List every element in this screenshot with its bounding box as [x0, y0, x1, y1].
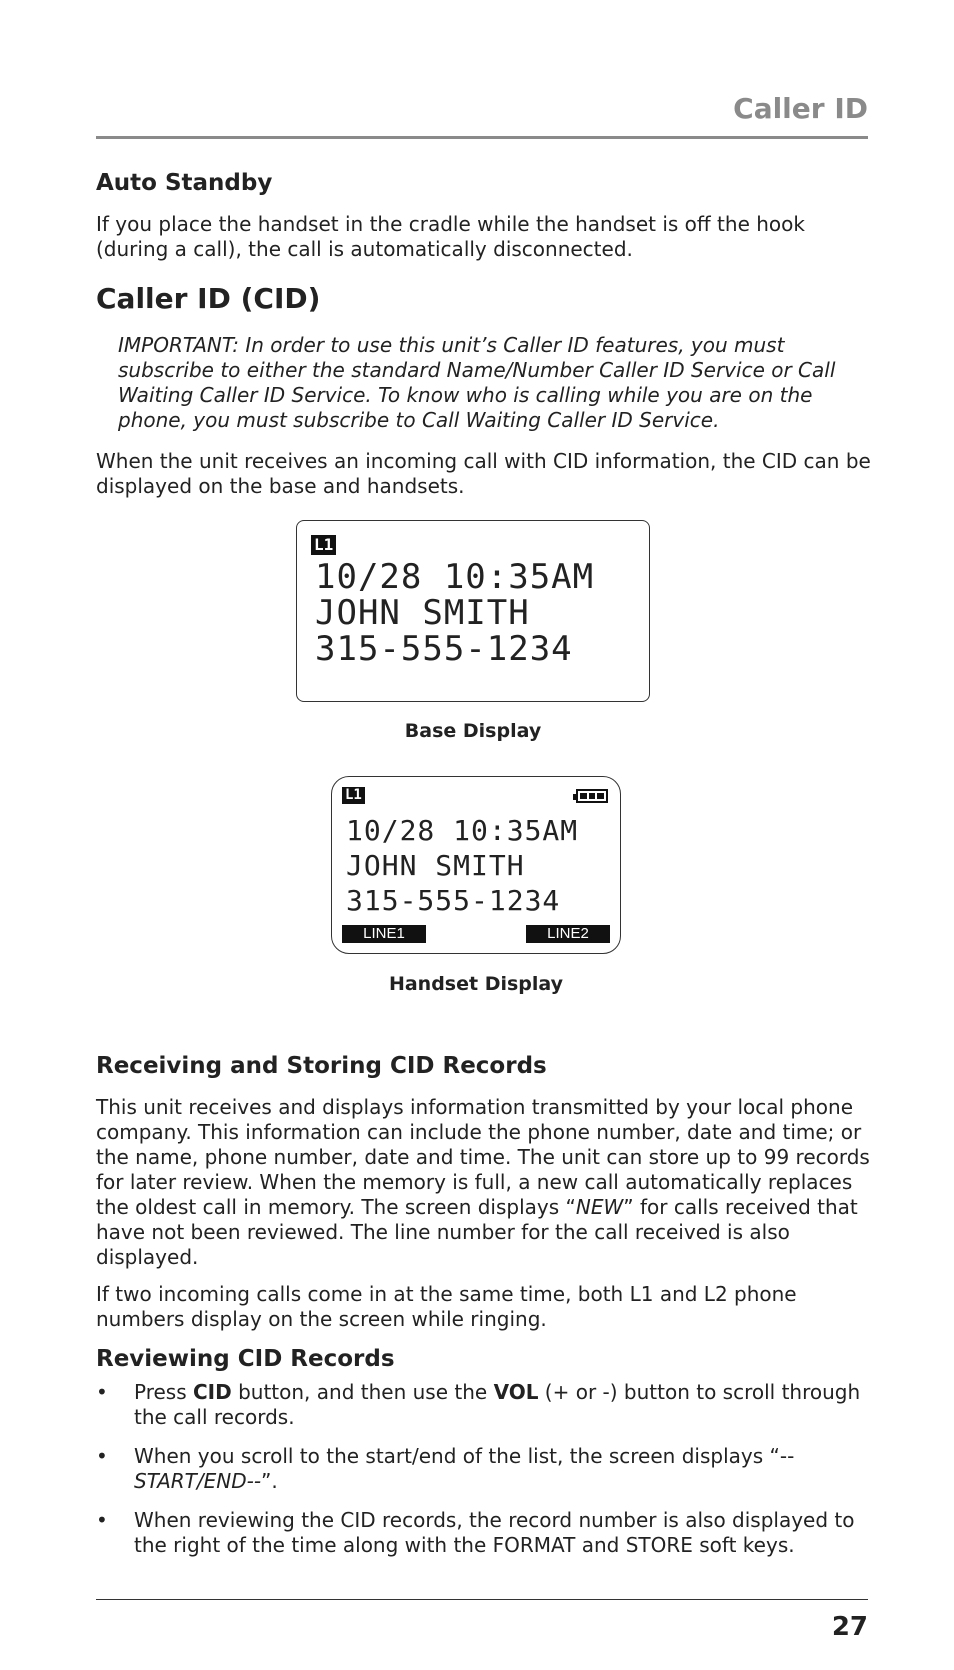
base-display	[296, 520, 650, 702]
list-text: button, and then use the	[231, 1380, 494, 1404]
base-display-text	[315, 559, 594, 667]
receiving-heading: Receiving and Storing CID Records	[96, 1053, 547, 1079]
softkey-line2: LINE2	[526, 925, 610, 943]
cid-date-time: 10/28 10:35AM	[315, 557, 595, 597]
receiving-text-end: ” for calls received that have not been reviewed. The line number for the call received is also displayed.	[96, 1195, 858, 1269]
list-text: When reviewing the CID records, the record number is also displayed to the right of the time along with the FORMAT and STORE soft keys.	[134, 1508, 855, 1557]
softkey-line1: LINE1	[342, 925, 426, 943]
page-number: 27	[831, 1612, 868, 1642]
auto-standby-heading: Auto Standby	[96, 170, 273, 196]
handset-display	[331, 776, 621, 954]
list-text: When you scroll to the start/end of the list, the screen displays “--	[134, 1444, 795, 1468]
list-text: ”.	[261, 1469, 278, 1493]
caller-id-heading: Caller ID (CID)	[96, 282, 321, 315]
footer-rule	[96, 1599, 868, 1600]
line-indicator: L1	[342, 787, 365, 804]
reviewing-list	[96, 1380, 876, 1572]
start-end-label: START/END--	[134, 1469, 262, 1493]
handset-display-caption: Handset Display	[388, 973, 564, 995]
list-text: (+ or -) button to scroll through the call records.	[134, 1380, 861, 1429]
bullet: •	[96, 1508, 108, 1532]
cid-button-label: CID	[193, 1380, 232, 1404]
bullet: •	[96, 1444, 108, 1468]
bullet: •	[96, 1380, 108, 1404]
receiving-text: This unit receives and displays information transmitted by your local phone company. This information can include the phone number, date and time; or the name, phone number, date and time. The unit can store up to 99 records for later review. When the memory is full, a new call automatically replaces the oldest call in memory. The screen displays “	[96, 1095, 870, 1219]
cid-date-time: 10/28 10:35AM	[346, 814, 579, 847]
battery-icon	[576, 789, 608, 803]
cid-intro: When the unit receives an incoming call with CID information, the CID can be displayed on the base and handsets.	[96, 449, 871, 498]
header-rule	[96, 136, 868, 139]
auto-standby-text: If you place the handset in the cradle while the handset is off the hook (during a call), the call is automatically disconnected.	[96, 212, 805, 261]
cid-name: JOHN SMITH	[346, 849, 525, 882]
cid-number: 315-555-1234	[346, 884, 561, 917]
line-indicator: L1	[311, 535, 336, 555]
base-display-caption: Base Display	[404, 720, 542, 742]
list-item	[96, 1508, 876, 1558]
list-text: Press	[134, 1380, 193, 1404]
cid-name: JOHN SMITH	[315, 593, 530, 633]
list-item	[96, 1444, 876, 1494]
section-title: Caller ID	[733, 92, 868, 125]
important-note: IMPORTANT: In order to use this unit’s Caller ID features, you must subscribe to either the standard Name/Number Caller ID Service or Call Waiting Caller ID Service. To know who is calling while you are on the phone, you must subscribe to Call Waiting Caller ID Service.	[118, 333, 836, 432]
reviewing-heading: Reviewing CID Records	[96, 1346, 395, 1372]
list-item	[96, 1380, 876, 1430]
cid-number: 315-555-1234	[315, 629, 573, 669]
two-calls-paragraph: If two incoming calls come in at the same time, both L1 and L2 phone numbers display on the screen while ringing.	[96, 1282, 797, 1331]
vol-button-label: VOL	[493, 1380, 539, 1404]
receiving-paragraph	[96, 1095, 876, 1270]
handset-display-text	[346, 813, 578, 918]
new-label: NEW	[575, 1195, 624, 1219]
